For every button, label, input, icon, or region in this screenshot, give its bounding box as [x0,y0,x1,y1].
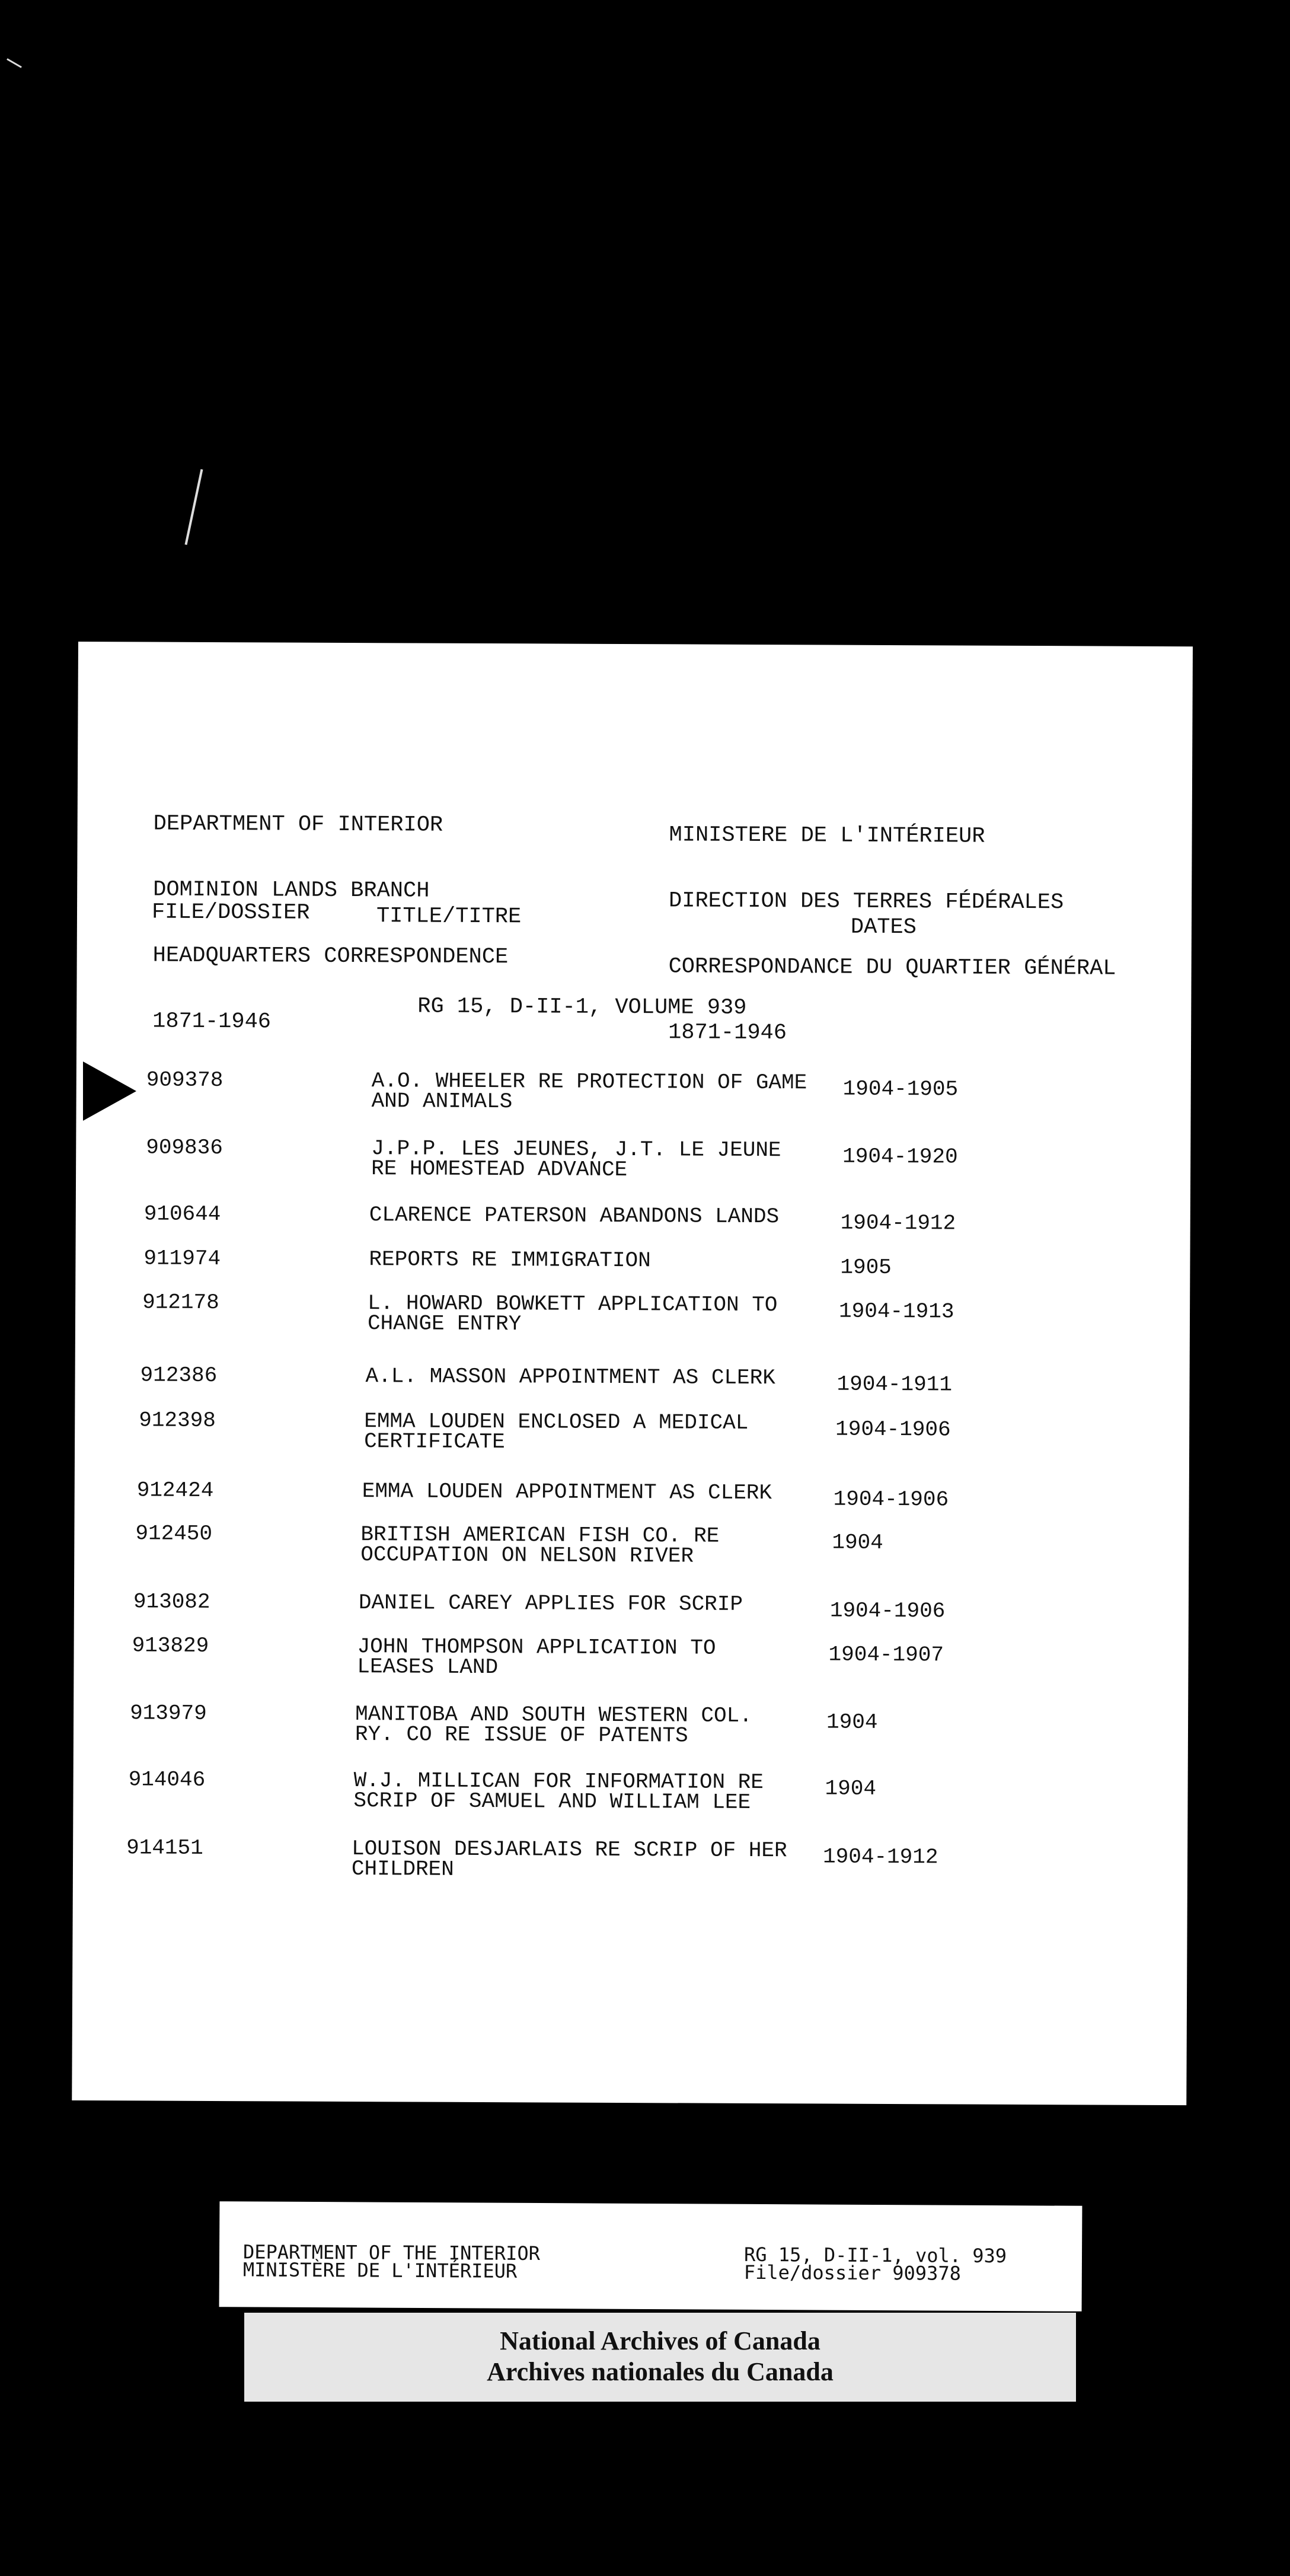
file-title [369,1249,843,1271]
title-line: CERTIFICATE [364,1429,505,1455]
title-line: EMMA LOUDEN APPOINTMENT AS CLERK [362,1479,772,1506]
file-number: 910644 [143,1201,221,1227]
volume-reference: RG 15, D-II-1, VOLUME 939 [417,994,747,1021]
header-line: CORRESPONDANCE DU QUARTIER GÉNÉRAL [668,954,1116,981]
file-number: 914046 [128,1767,206,1792]
file-dates: 1904-1906 [833,1487,949,1512]
title-line: SCRIP OF SAMUEL AND WILLIAM LEE [353,1788,751,1815]
title-line: RE HOMESTEAD ADVANCE [371,1156,628,1182]
title-line: REPORTS RE IMMIGRATION [369,1247,651,1273]
file-title [365,1364,840,1391]
file-dates: 1904-1905 [842,1076,959,1102]
title-line: LEASES LAND [357,1654,499,1680]
file-title [357,1634,831,1680]
file-dates: 1905 [840,1255,892,1280]
file-title [355,1704,829,1746]
title-line: A.L. MASSON APPOINTMENT AS CLERK [365,1364,775,1391]
header-line: HEADQUARTERS CORRESPONDENCE [152,943,509,970]
file-dates: 1904-1911 [836,1372,953,1397]
column-header-dates: DATES [850,914,917,941]
archive-label [219,2201,1083,2312]
scan-speck [185,469,203,545]
file-title [368,1293,842,1335]
file-number: 913082 [133,1589,210,1614]
file-number: 913979 [130,1701,207,1726]
label-department: DEPARTMENT OF THE INTERIOR MINISTÈRE DE L'INTÉRIEUR [242,2240,541,2282]
file-number: 912450 [135,1521,213,1547]
header-line: MINISTERE DE L'INTÉRIEUR [669,822,985,849]
file-title [371,1136,845,1182]
header-line: 1871-1946 [152,1009,272,1035]
scan-speck [7,58,22,68]
header-line: DEPARTMENT OF INTERIOR [153,811,443,838]
tab-notch [83,1061,136,1121]
label-reference: RG 15, D-II-1, vol. 939 File/dossier 909378 [743,2243,1007,2285]
file-dates: 1904-1920 [842,1144,958,1169]
file-dates: 1904-1907 [828,1642,944,1668]
title-line: RY. CO RE ISSUE OF PATENTS [355,1722,688,1748]
archives-english: National Archives of Canada [500,2326,820,2355]
file-dates: 1904-1913 [838,1299,954,1324]
file-dates: 1904-1912 [840,1210,956,1236]
title-line: CHANGE ENTRY [367,1311,522,1337]
document-sheet [72,642,1193,2105]
title-line: LOUISON DESJARLAIS RE SCRIP OF HER [352,1837,787,1863]
file-title [362,1479,836,1506]
file-number: 909378 [146,1067,223,1093]
title-line: J.P.P. LES JEUNES, J.T. LE JEUNE [371,1136,781,1163]
title-line: EMMA LOUDEN ENCLOSED A MEDICAL [364,1409,749,1435]
title-line: A.O. WHEELER RE PROTECTION OF GAME [371,1069,807,1095]
file-number: 912178 [142,1290,219,1315]
archives-banner [244,2313,1076,2402]
file-title [364,1411,838,1453]
file-number: 912424 [136,1478,214,1503]
column-header-title: TITLE/TITRE [376,904,522,930]
file-number: 909836 [146,1135,223,1161]
title-line: CLARENCE PATERSON ABANDONS LANDS [369,1203,780,1229]
file-title [372,1071,846,1113]
file-dates: 1904 [825,1776,877,1801]
file-dates: 1904 [832,1530,883,1555]
title-line: DANIEL CAREY APPLIES FOR SCRIP [358,1590,743,1617]
header-line: 1871-1946 [668,1020,787,1046]
file-dates: 1904-1906 [835,1417,951,1442]
title-line: MANITOBA AND SOUTH WESTERN COL. [355,1702,752,1728]
title-line: AND ANIMALS [371,1089,513,1114]
file-number: 914151 [126,1835,203,1860]
file-number: 912386 [140,1363,218,1388]
file-title [353,1768,828,1815]
column-header-file: FILE/DOSSIER [151,900,310,926]
file-number: 912398 [139,1408,216,1433]
header-line: DOMINION LANDS BRANCH [153,877,430,904]
file-dates: 1904-1906 [829,1598,946,1624]
title-line: L. HOWARD BOWKETT APPLICATION TO [368,1291,778,1318]
file-title [352,1839,826,1881]
file-number: 913829 [132,1633,209,1658]
title-line: CHILDREN [351,1857,454,1882]
file-title [358,1590,833,1617]
archives-french: Archives nationales du Canada [487,2357,834,2386]
file-dates: 1904-1912 [822,1844,938,1870]
file-title [360,1522,835,1568]
title-line: BRITISH AMERICAN FISH CO. RE [360,1522,720,1548]
file-number: 911974 [143,1246,221,1271]
file-title [369,1205,844,1227]
file-dates: 1904 [826,1710,878,1735]
header-line: DIRECTION DES TERRES FÉDÉRALES [669,888,1064,916]
title-line: W.J. MILLICAN FOR INFORMATION RE [353,1768,764,1795]
title-line: JOHN THOMPSON APPLICATION TO [357,1634,716,1660]
title-line: OCCUPATION ON NELSON RIVER [360,1542,694,1568]
